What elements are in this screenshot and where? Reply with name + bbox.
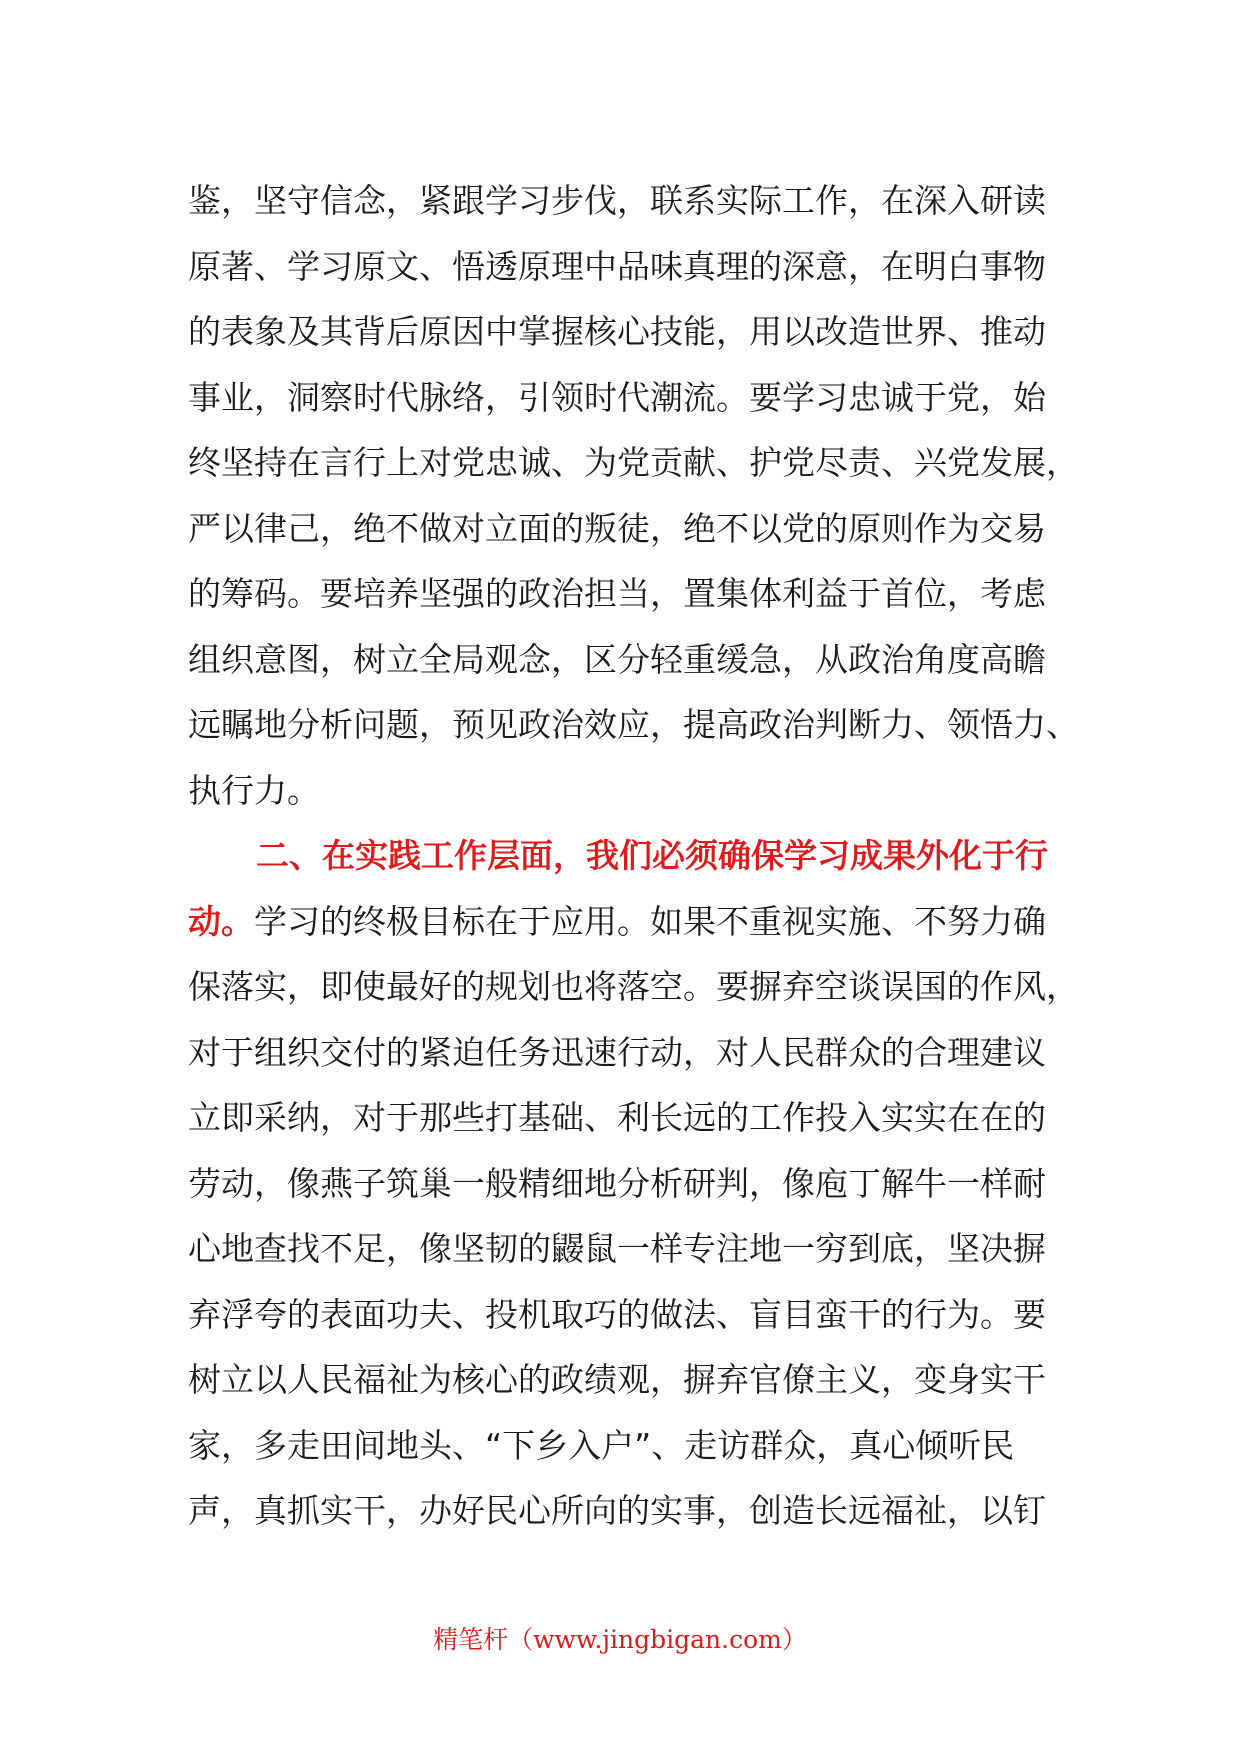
body-line: 终坚持在言行上对党忠诚、为党贡献、护党尽责、兴党发展，: [188, 443, 1079, 482]
body-line: 家，多走田间地头、“下乡入户”、走访群众，真心倾听民: [188, 1425, 1015, 1465]
body-line: 远瞩地分析问题，预见政治效应，提高政治判断力、领悟力、: [188, 705, 1079, 744]
body-line: 树立以人民福祉为核心的政绩观，摒弃官僚主义，变身实干: [188, 1360, 1046, 1399]
body-line: 鉴，坚守信念，紧跟学习步伐，联系实际工作，在深入研读: [188, 181, 1046, 220]
body-line: 执行力。: [188, 770, 320, 810]
body-text: 学习的终极目标在于应用。如果不重视实施、不努力确: [254, 901, 1046, 941]
body-line: 对于组织交付的紧迫任务迅速行动，对人民群众的合理建议: [188, 1032, 1046, 1072]
body-line: 弃浮夸的表面功夫、投机取巧的做法、盲目蛮干的行为。要: [188, 1294, 1046, 1334]
body-line: 保落实，即使最好的规划也将落空。要摒弃空谈误国的作风，: [188, 967, 1079, 1006]
body-line: 劳动，像燕子筑巢一般精细地分析研判，像庖丁解牛一样耐: [188, 1163, 1046, 1203]
body-line: 立即采纳，对于那些打基础、利长远的工作投入实实在在的: [188, 1098, 1046, 1137]
document-body: [188, 168, 1079, 1544]
body-line: 的表象及其背后原因中掌握核心技能，用以改造世界、推动: [188, 312, 1046, 351]
body-line: 声，真抓实干，办好民心所向的实事，创造长远福祉，以钉: [188, 1491, 1046, 1530]
body-line: 心地查找不足，像坚韧的鼹鼠一样专注地一穷到底，坚决摒: [188, 1229, 1046, 1268]
section-heading: 二、在实践工作层面，我们必须确保学习成果外化于行: [256, 836, 1048, 875]
section-heading-tail: 动。: [188, 901, 254, 941]
body-line: 原著、学习原文、悟透原理中品味真理的深意，在明白事物: [188, 246, 1046, 286]
footer-watermark: 精笔杆（www.jingbigan.com）: [433, 1625, 807, 1654]
section-heading-continuation: [188, 889, 1058, 955]
body-line: 组织意图，树立全局观念，区分轻重缓急，从政治角度高瞻: [188, 639, 1046, 679]
body-line: 严以律己，绝不做对立面的叛徒，绝不以党的原则作为交易: [188, 508, 1046, 548]
body-line: 事业，洞察时代脉络，引领时代潮流。要学习忠诚于党，始: [188, 377, 1046, 417]
body-line: 的筹码。要培养坚强的政治担当，置集体利益于首位，考虑: [188, 574, 1046, 613]
